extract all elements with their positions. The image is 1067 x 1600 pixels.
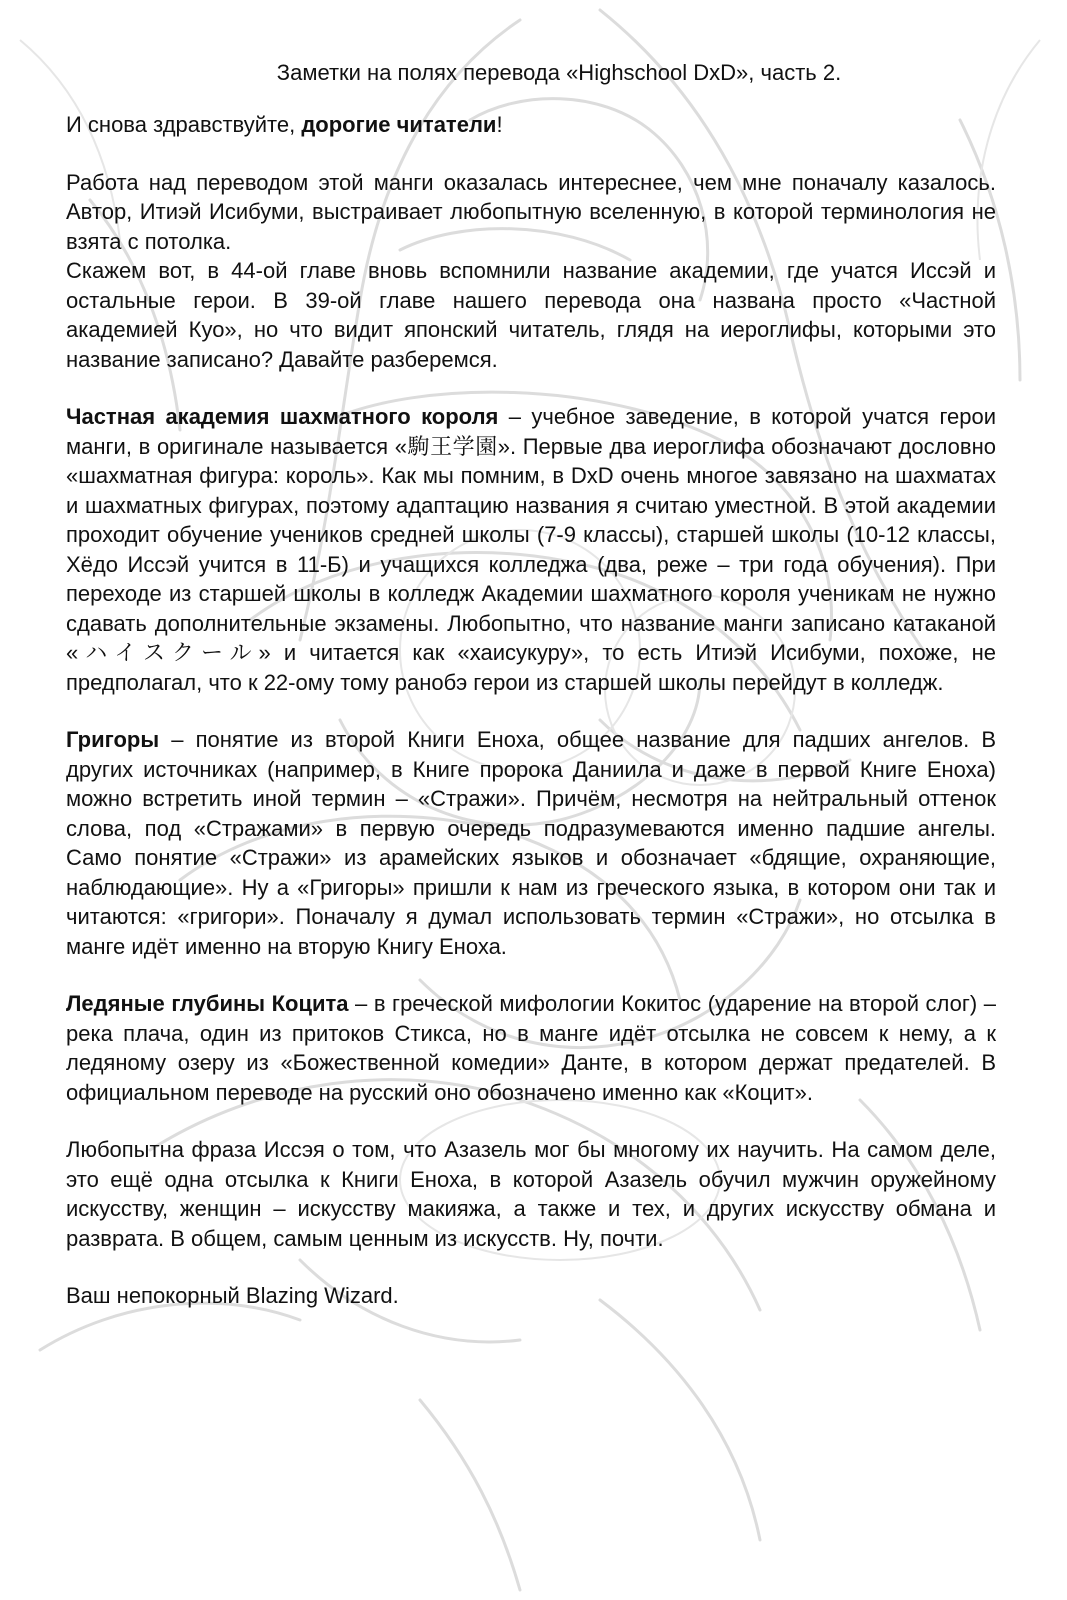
section-text: – в греческой мифологии Кокитос (ударение на второй слог) – река плача, один из притоков Стикса, но в манге идёт отсылка не совсем к нему, а к ледяному озеру из «Божественной комедии» Данте, в котором держат предателей. В официальном переводе на русский оно обозначено именно как «Коцит». [66,991,996,1105]
signature: Ваш непокорный Blazing Wizard. [66,1283,399,1308]
section-cocytus [66,989,996,1107]
section-academy [66,402,996,697]
notes-page [66,58,996,1311]
section-grigori [66,725,996,961]
section-term: Частная академия шахматного короля [66,404,499,429]
greeting-prefix: И снова здравствуйте, [66,112,302,137]
section-term: Ледяные глубины Коцита [66,991,349,1016]
intro-paragraph-1: Работа над переводом этой манги оказалась интереснее, чем мне поначалу казалось. Автор, Итиэй Исибуми, выстраивает любопытную вселенную, в которой терминология не взята с потолка. [66,169,996,254]
greeting-suffix: ! [496,112,503,137]
section-text: – понятие из второй Книги Еноха, общее название для падших ангелов. В других источниках (например, в Книге пророка Даниила и даже в первой Книге Еноха) можно встретить иной термин – «Стражи». Причём, несмотря на нейтральный оттенок слова, под «Стражами» в первую очередь подразумеваются именно падшие ангелы. Само понятие «Стражи» из арамейских языков и обозначает «бдящие, охраняющие, наблюдающие». Ну а «Григоры» пришли к нам из греческого языка, в котором они так и читаются: «григори». Поначалу я думал использовать термин «Стражи», но отсылка в манге идёт именно на вторую Книгу Еноха. [66,727,996,959]
closing-paragraph: Любопытна фраза Иссэя о том, что Азазель мог бы многому их научить. На самом деле, это ещё одна отсылка к Книги Еноха, в которой Азазель обучил мужчин оружейному искусству, женщин – искусству макияжа, а также и тех, и других искусству обмана и разврата. В общем, самым ценным из искусств. Ну, почти. [66,1137,996,1251]
greeting [66,110,996,140]
page-title: Заметки на полях перевода «Highschool DxD», часть 2. [276,60,842,85]
intro-paragraph-2: Скажем вот, в 44-ой главе вновь вспомнили название академии, где учатся Иссэй и остальные герои. В 39-ой главе нашего перевода она названа просто «Частной академией Куо», но что видит японский читатель, глядя на иероглифы, которыми это название записано? Давайте разберемся. [66,258,996,372]
section-text: – учебное заведение, в которой учатся герои манги, в оригинале называется «駒王学園». Первые два иероглифа обозначают дословно «шахматная фигура: король». Как мы помним, в DxD очень многое завязано на шахматах и шахматных фигурах, поэтому адаптацию названия я считаю уместной. В этой академии проходит обучение учеников средней школы (7-9 классы), старшей школы (10-12 классы, Хёдо Иссэй учится в 11-Б) и учащихся колледжа (два, реже – три года обучения). При переходе из старшей школы в колледж Академии шахматного короля ученикам не нужно сдавать дополнительные экзамены. Любопытно, что название манги записано катаканой «ハイスクール» и читается как «хаисукуру», то есть Итиэй Исибуми, похоже, не предполагал, что к 22-ому тому ранобэ герои из старшей школы перейдут в колледж. [66,404,996,695]
section-term: Григоры [66,727,160,752]
greeting-emphasis: дорогие читатели [301,112,497,137]
